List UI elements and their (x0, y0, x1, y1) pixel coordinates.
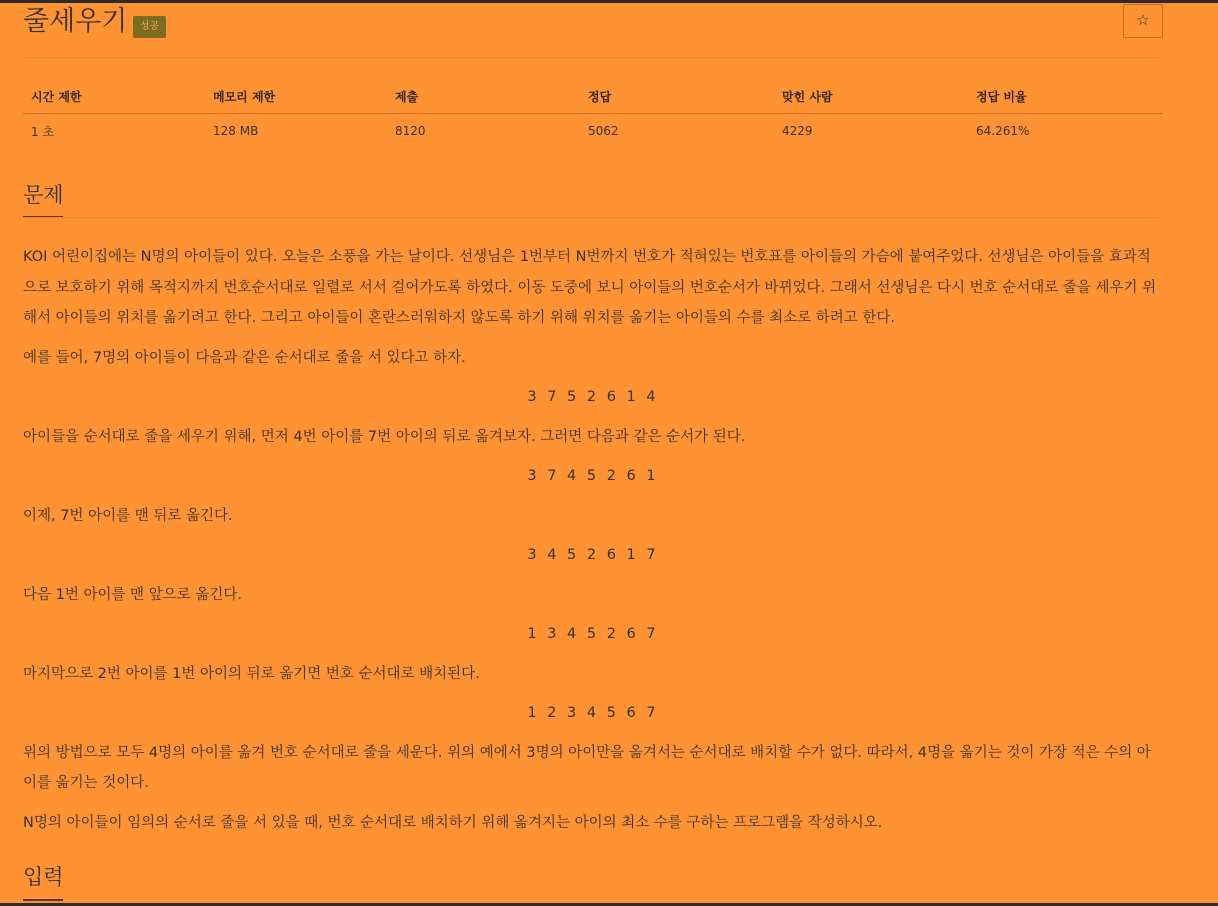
paragraph: 다음 1번 아이를 맨 앞으로 옮긴다. (23, 586, 242, 603)
section-divider-problem (23, 217, 1163, 218)
value-accuracy: 64.261% (976, 124, 1030, 138)
section-title-input: 입력 (23, 865, 64, 889)
header-accuracy: 정답 비율 (968, 80, 1163, 114)
sequence-example: 3 4 5 2 6 1 7 (527, 547, 659, 563)
star-icon: ☆ (1136, 12, 1150, 29)
sequence-example: 3 7 5 2 6 1 4 (527, 389, 659, 405)
sequence-example: 1 3 4 5 2 6 7 (527, 626, 659, 642)
paragraph: 위의 방법으로 모두 4명의 아이를 옮겨 번호 순서대로 줄을 세운다. 위의 예에서 3명의 아이만을 옮겨서는 순서대로 배치할 수가 없다. 따라서, 4명을 옮기는 것이 가장 적은 수의 아이를 옮기는 것이다. (23, 744, 1151, 791)
table-row (23, 114, 1163, 149)
header-submissions: 제출 (387, 80, 580, 114)
status-badge[interactable]: 성공 (133, 16, 166, 38)
title-divider (23, 57, 1163, 58)
favorite-button[interactable] (1123, 4, 1163, 38)
value-time-limit: 1 초 (31, 124, 55, 139)
paragraph: 아이들을 순서대로 줄을 세우기 위해, 먼저 4번 아이를 7번 아이의 뒤로 옮겨보자. 그러면 다음과 같은 순서가 된다. (23, 428, 746, 445)
table-header-row (23, 80, 1163, 114)
problem-description (23, 242, 1163, 847)
page-title: 줄세우기 (23, 6, 128, 37)
paragraph: N명의 아이들이 임의의 순서로 줄을 서 있을 때, 번호 순서대로 배치하기 위해 옮겨지는 아이의 최소 수를 구하는 프로그램을 작성하시오. (23, 814, 883, 831)
value-memory-limit: 128 MB (213, 124, 259, 138)
sequence-example: 3 7 4 5 2 6 1 (527, 468, 659, 484)
value-solved-users[interactable]: 4229 (782, 124, 813, 138)
paragraph: KOI 어린이집에는 N명의 아이들이 있다. 오늘은 소풍을 가는 날이다. 선생님은 1번부터 N번까지 번호가 적혀있는 번호표를 아이들의 가슴에 붙여주었다. 선생님은 아이들을 효과적으로 보호하기 위해 목적지까지 번호순서대로 일렬로 서서 걸어가도록 하였다. 이동 도중에 보니 아이들의 번호순서가 바뀌었다. 그래서 선생님은 다시 번호 순서대로 줄을 세우기 위해서 아이들의 위치를 옮기려고 한다. 그리고 아이들이 혼란스러워하지 않도록 하기 위해 위치를 옮기는 아이들의 수를 최소로 하려고 한다. (23, 249, 1157, 326)
header-accepted: 정답 (580, 80, 774, 114)
paragraph: 이제, 7번 아이를 맨 뒤로 옮긴다. (23, 507, 233, 524)
header-time-limit: 시간 제한 (23, 80, 205, 114)
value-submissions[interactable]: 8120 (395, 124, 426, 138)
problem-info-table (23, 80, 1163, 148)
value-accepted[interactable]: 5062 (588, 124, 619, 138)
section-title-problem: 문제 (23, 183, 64, 207)
header-memory-limit: 메모리 제한 (205, 80, 387, 114)
top-border (0, 0, 1218, 3)
header-solved-users: 맞힌 사람 (774, 80, 968, 114)
sequence-example: 1 2 3 4 5 6 7 (527, 705, 659, 721)
paragraph: 마지막으로 2번 아이를 1번 아이의 뒤로 옮기면 번호 순서대로 배치된다. (23, 665, 480, 682)
section-underline-input (23, 899, 63, 901)
paragraph: 예를 들어, 7명의 아이들이 다음과 같은 순서대로 줄을 서 있다고 하자. (23, 349, 466, 366)
